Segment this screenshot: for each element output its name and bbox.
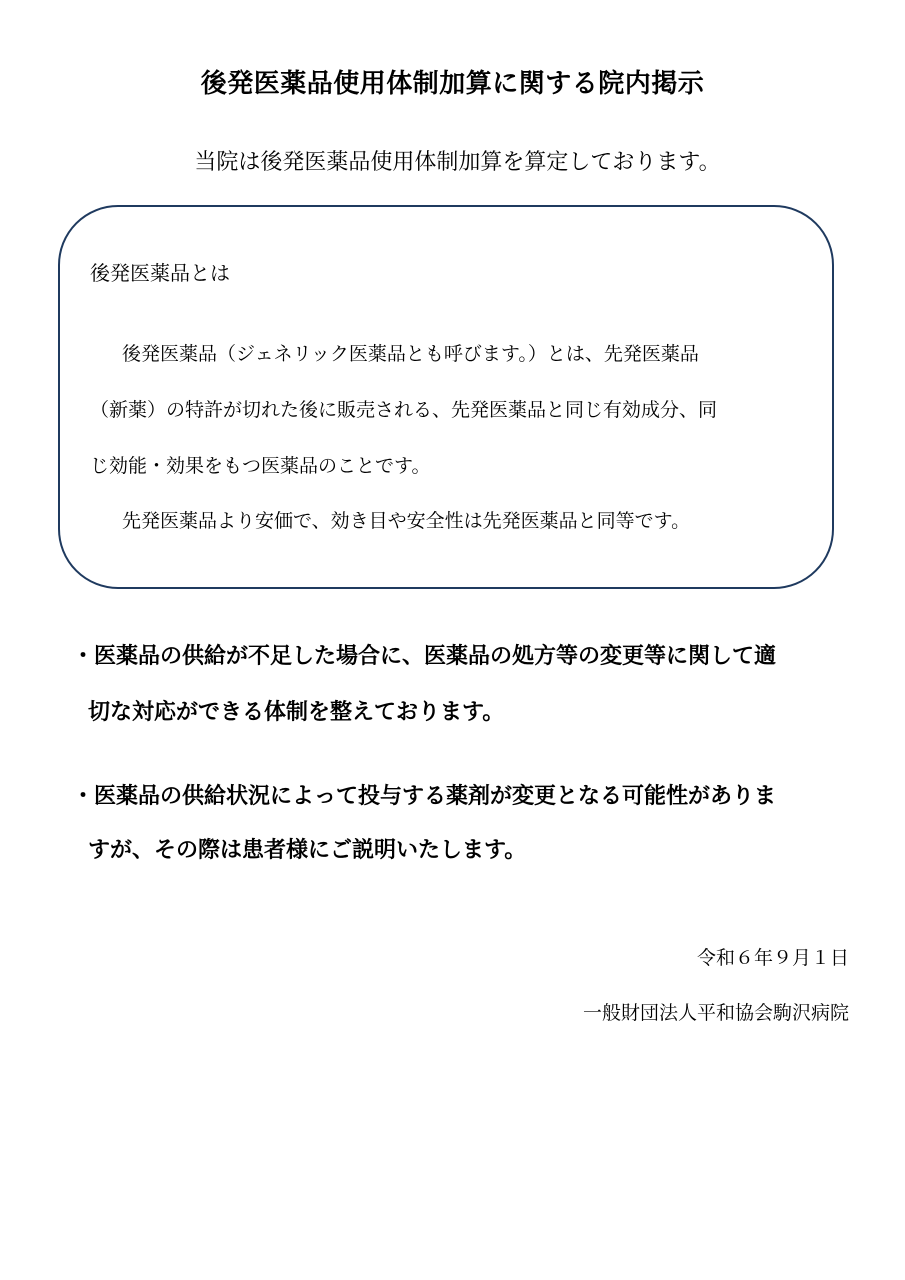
bullet-item-supply-shortage: ・医薬品の供給が不足した場合に、医薬品の処方等の変更等に関して適 (72, 644, 777, 669)
page-title: 後発医薬品使用体制加算に関する院内掲示 (200, 69, 705, 99)
bullet-item-drug-change: ・医薬品の供給状況によって投与する薬剤が変更となる可能性がありま (72, 784, 777, 809)
info-box-heading: 後発医薬品とは (90, 261, 230, 285)
info-box-line: 後発医薬品（ジェネリック医薬品とも呼びます。）とは、先発医薬品 (122, 343, 699, 365)
organization-name: 一般財団法人平和協会駒沢病院 (582, 1002, 849, 1024)
issue-date: 令和６年９月１日 (696, 947, 849, 969)
bullet-item-drug-change-cont: すが、その際は患者様にご説明いたします。 (88, 838, 527, 863)
info-box-line: 先発医薬品より安価で、効き目や安全性は先発医薬品と同等です。 (122, 510, 691, 532)
bullet-item-supply-shortage-cont: 切な対応ができる体制を整えております。 (88, 700, 505, 725)
info-box-line: じ効能・効果をもつ医薬品のことです。 (90, 455, 431, 477)
info-box-line: （新薬）の特許が切れた後に販売される、先発医薬品と同じ有効成分、同 (90, 399, 718, 421)
intro-statement: 当院は後発医薬品使用体制加算を算定しております。 (194, 150, 721, 175)
